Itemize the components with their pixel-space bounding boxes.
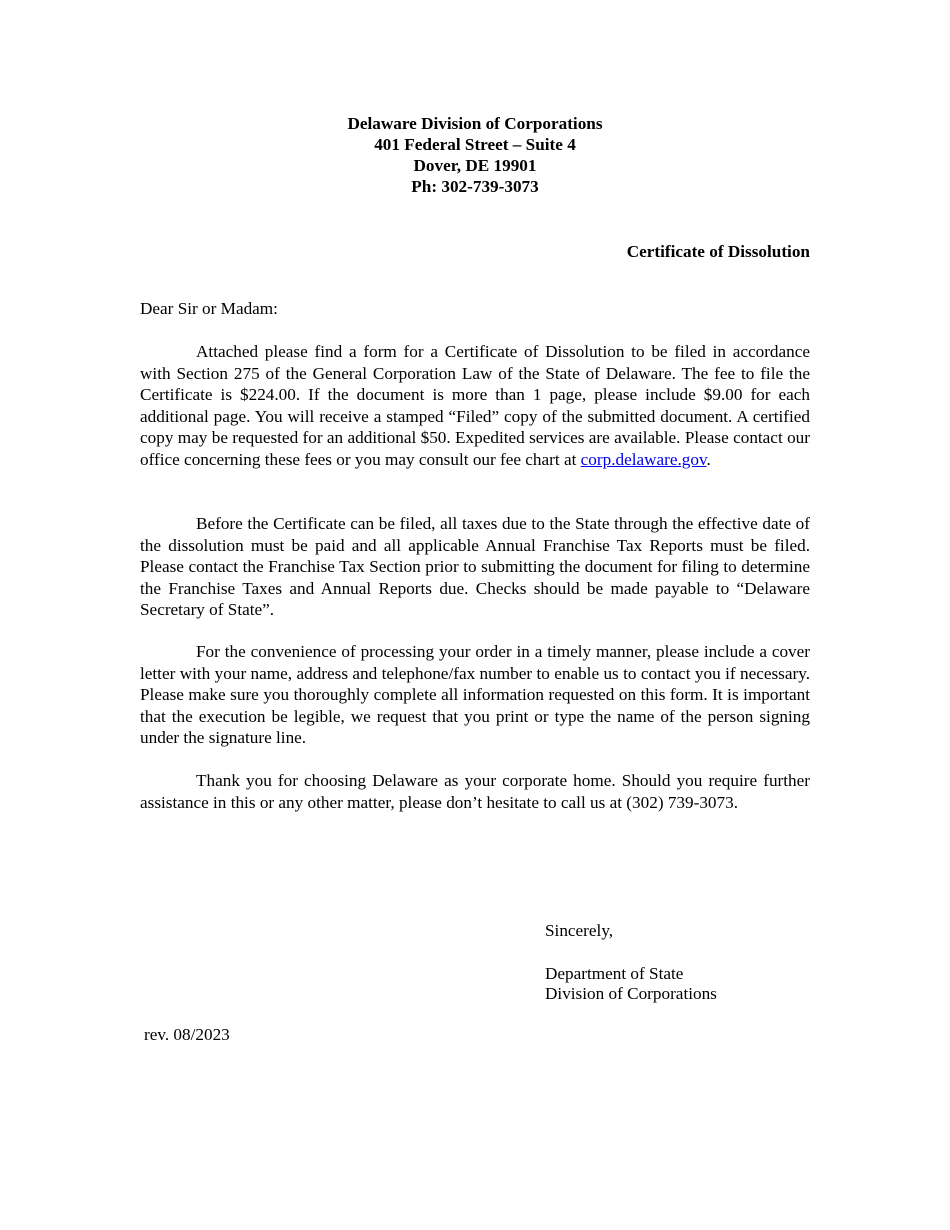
street-address: 401 Federal Street – Suite 4 — [374, 135, 576, 154]
paragraph-thanks: Thank you for choosing Delaware as your corporate home. Should you require further assistance in this or any other matter, please don’t hesitate to call us at (302) 739-3073. — [140, 771, 810, 812]
letterhead — [0, 113, 950, 197]
org-name: Delaware Division of Corporations — [347, 114, 603, 133]
city-state-zip: Dover, DE 19901 — [413, 156, 537, 175]
paragraph-convenience: For the convenience of processing your order in a timely manner, please include a cover letter with your name, address and telephone/fax number to enable us to contact you if necessary. Please make sure you thoroughly complete all information requested on this form. It is important that the execution be legible, we request that you print or type the name of the person signing under the signature line. — [140, 642, 810, 747]
closing-department: Department of State — [545, 964, 684, 983]
closing-division: Division of Corporations — [545, 984, 717, 1003]
revision-date: rev. 08/2023 — [144, 1025, 230, 1044]
salutation: Dear Sir or Madam: — [140, 299, 278, 318]
paragraph-fees-end: . — [706, 449, 711, 469]
closing-sincerely: Sincerely, — [545, 921, 614, 940]
document-title: Certificate of Dissolution — [626, 242, 810, 261]
corp-delaware-link[interactable]: corp.delaware.gov — [580, 449, 707, 469]
paragraph-fees — [140, 341, 810, 470]
paragraph-taxes: Before the Certificate can be filed, all taxes due to the State through the effective date of the dissolution must be paid and all applicable Annual Franchise Tax Reports must be filed. Please contact the Franchise Tax Section prior to submitting the document for filing to determine the Franchise Taxes and Annual Reports due. Checks should be made payable to “Delaware Secretary of State”. — [140, 514, 810, 619]
phone-number: Ph: 302-739-3073 — [411, 177, 539, 196]
paragraph-fees-text: Attached please find a form for a Certificate of Dissolution to be filed in accordance with Section 275 of the General Corporation Law of the State of Delaware. The fee to file the Certificate is $224.00. If the document is more than 1 page, please include $9.00 for each additional page. You will receive a stamped “Filed” copy of the submitted document. A certified copy may be requested for an additional $50. Expedited services are available. Please contact our office concerning these fees or you may consult our fee chart at — [140, 342, 810, 469]
